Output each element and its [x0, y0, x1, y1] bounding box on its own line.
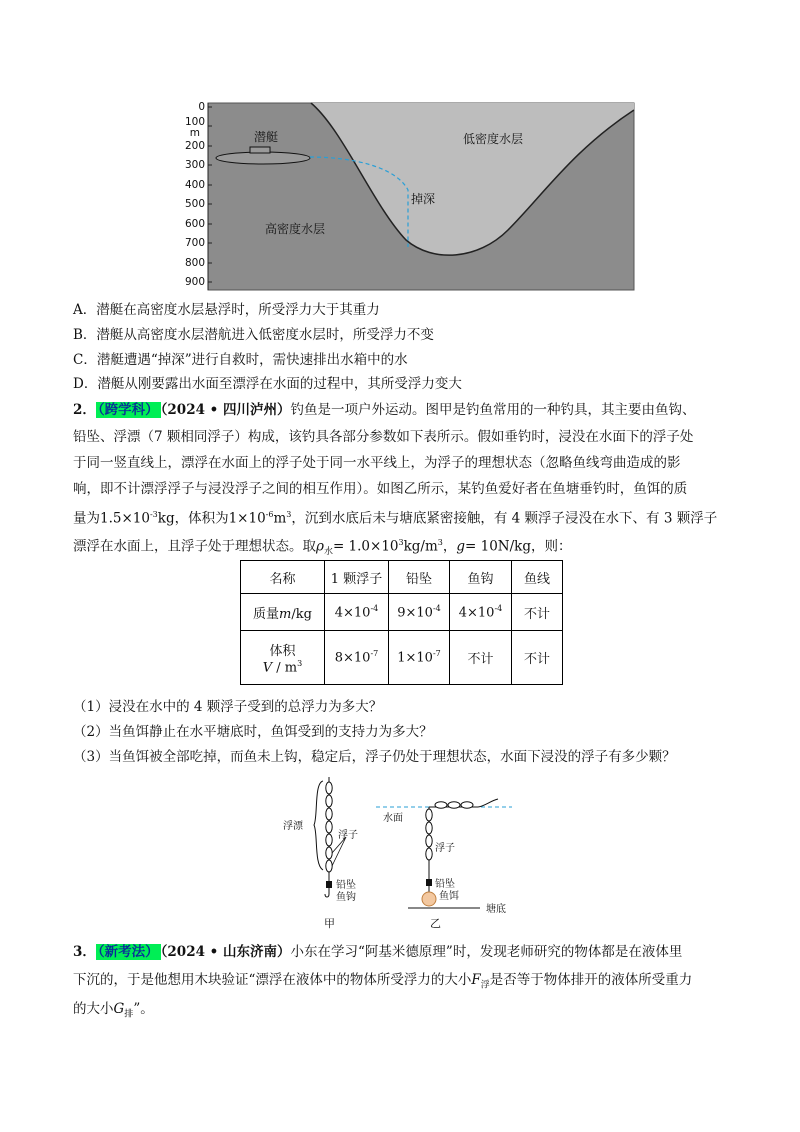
depth-tick: 500 — [184, 198, 205, 210]
q2-text: 钓鱼是一项户外运动。图甲是钓鱼常用的一种钓具，其主要由鱼钩、 — [290, 402, 696, 418]
depth-tick: 700 — [184, 237, 205, 249]
category-tag: （跨学科） — [97, 402, 159, 418]
depth-tick: 900 — [184, 276, 205, 288]
depth-tick: 800 — [184, 257, 205, 269]
g-symbol: g — [456, 538, 466, 555]
submarine-diagram — [178, 95, 638, 293]
water-surface-label: 水面 — [383, 813, 403, 824]
rho-symbol: ρ — [316, 538, 324, 555]
question-number: 2． — [73, 402, 96, 418]
table-cell: 体积 V / $m^3$ — [241, 631, 325, 685]
float-label: 浮漂 — [283, 821, 303, 832]
question-source: （2024 • 山东济南） — [160, 944, 291, 960]
sub-question-3: （3）当鱼饵被全部吃掉，而鱼未上钩，稳定后，浮子仍处于理想状态，水面下浸没的浮子有多少颗？ — [73, 749, 676, 765]
q2-text: 铅坠、浮漂（7 颗相同浮子）构成，该钓具各部分参数如下表所示。假如垂钓时，浸没在水面下的浮子处 — [73, 429, 694, 445]
q2-text: 响，即不计漂浮浮子与浸没浮子之间的相互作用）。如图乙所示，某钓鱼爱好者在鱼塘垂钓时，鱼饵的质 — [73, 481, 688, 497]
table-cell: 不计 — [450, 631, 512, 685]
fishing-tackle-figure — [280, 775, 530, 935]
table-cell: $1\times 10^{-7}$ — [389, 631, 450, 685]
table-cell: 质量m/kg — [241, 594, 325, 631]
f-symbol: F — [471, 972, 481, 988]
question-number: 3． — [73, 944, 96, 960]
option-c: C．潜艇遭遇“掉深”进行自救时，需快速排出水箱中的水 — [73, 352, 408, 368]
figure-jia-label: 甲 — [324, 917, 335, 930]
bead-label: 浮子 — [338, 830, 358, 841]
q2-text: 漂浮在水面上，且浮子处于理想状态。取$\rho_水= 1.0\times 10^3kg/m^3$，g= 10N/kg，则： — [73, 538, 572, 558]
submarine-label: 潜艇 — [254, 130, 279, 144]
table-cell: $4\times 10^{-4}$ — [450, 594, 512, 631]
parameter-table — [240, 560, 563, 685]
table-row — [241, 631, 563, 685]
q2-text: 于同一竖直线上，漂浮在水面上的浮子处于同一水平线上，为浮子的理想状态（忽略鱼线弯曲造成的影 — [73, 455, 681, 471]
option-a: A．潜艇在高密度水层悬浮时，所受浮力大于其重力 — [73, 302, 380, 318]
sinker-label: 铅坠 — [336, 880, 356, 891]
sinker-label-yi: 铅坠 — [435, 879, 455, 890]
depth-tick: 400 — [184, 179, 205, 191]
table-header: 名称 — [241, 561, 325, 594]
high-density-label: 高密度水层 — [265, 222, 326, 236]
question-source: （2024 • 四川泸州） — [160, 402, 291, 418]
table-cell: 不计 — [512, 594, 563, 631]
depth-tick: 600 — [184, 218, 205, 230]
table-cell: 不计 — [512, 631, 563, 685]
pond-bottom-label: 塘底 — [486, 904, 506, 915]
sub-question-2: （2）当鱼饵静止在水平塘底时，鱼饵受到的支持力为多大？ — [73, 724, 433, 740]
bead-label-yi: 浮子 — [435, 843, 455, 854]
depth-tick: 100 — [184, 116, 205, 128]
depth-tick: 0 — [198, 101, 205, 113]
table-cell: $4\times 10^{-4}$ — [325, 594, 389, 631]
figure-yi-label: 乙 — [430, 917, 441, 930]
hook-label: 鱼钩 — [336, 892, 356, 903]
table-cell: $8\times 10^{-7}$ — [325, 631, 389, 685]
table-row — [241, 594, 563, 631]
table-header: 1 颗浮子 — [325, 561, 389, 594]
q3-text: 的大小$G_排$”。 — [73, 1001, 154, 1020]
table-header: 铅坠 — [389, 561, 450, 594]
depth-unit: m — [189, 127, 200, 139]
option-b: B．潜艇从高密度水层潜航进入低密度水层时，所受浮力不变 — [73, 327, 434, 343]
g-symbol: G — [113, 1001, 125, 1017]
q3-text: 小东在学习“阿基米德原理”时，发现老师研究的物体都是在液体里 — [290, 944, 683, 960]
table-header: 鱼线 — [512, 561, 563, 594]
q3-text: 下沉的，于是他想用木块验证“漂浮在液体中的物体所受浮力的大小$F_浮$是否等于物体排开的液体所受重力 — [73, 972, 693, 991]
option-d: D．潜艇从刚要露出水面至漂浮在水面的过程中，其所受浮力变大 — [73, 376, 462, 392]
depth-tick: 300 — [184, 159, 205, 171]
q2-first-line — [73, 400, 696, 420]
q3-first-line — [73, 942, 682, 962]
depth-tick: 200 — [184, 140, 205, 152]
q2-text: 量为$1.5\times 10^{-3}kg$，体积为$1\times 10^{-6}m^3$，沉到水底后未与塘底紧密接触，有 4 颗浮子浸没在水下、有 3 颗浮子 — [73, 510, 718, 527]
drop-label: 掉深 — [411, 192, 436, 206]
table-header-row — [241, 561, 563, 594]
table-cell: $9\times 10^{-4}$ — [389, 594, 450, 631]
low-density-label: 低密度水层 — [463, 132, 524, 146]
bait-label: 鱼饵 — [439, 891, 459, 902]
table-header: 鱼钩 — [450, 561, 512, 594]
category-tag: （新考法） — [97, 944, 159, 960]
sub-question-1: （1）浸没在水中的 4 颗浮子受到的总浮力为多大？ — [73, 699, 383, 715]
